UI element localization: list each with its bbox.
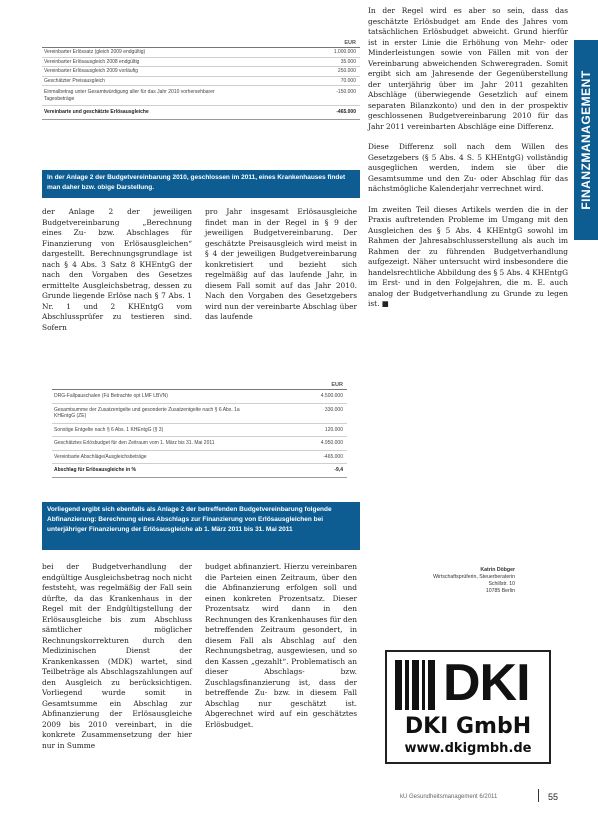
body-paragraph: Diese Differenz soll nach dem Willen des Gesetzgebers (§ 5 Abs. 4 S. 5 KHEntgG) vollständig ausgeglichen werden, indem sie über die Gesamtsumme und den Zu- oder Abschlag für das nächstmögliche Kalenderjahr verrechnet wird. <box>368 142 568 193</box>
section-sidebar <box>574 40 598 240</box>
table-total-row: Vereinbarte und geschätzte Erlösausgleiche -465.000 <box>44 109 356 115</box>
table-row: DRG-Fallpauschalen (Fü Betrachte opt LMF LBVN) 4.500.000 <box>52 390 347 404</box>
body-paragraph: budget abfinanziert. Hierzu vereinbaren die Parteien einen Zeitraum, über den die Abfinanzierung erfolgen soll und einen konkreten Prozentsatz. Dieser Prozentsatz wird dann in den Rechnungen des Krankenhauses für den betreffenden Zeitraum gesondert, in diesem Fall als Abschlag auf den Rechnungsbetrag, ausgewiesen, und so den Kassen „gezahlt“. Problematisch an dieser Abschlags- bzw. Zuschlagsfinanzierung ist, dass der betreffende Zu- bzw. in diesem Fall Abschlag nur geschätzt ist. Abgerechnet wird auf ein geschätztes Erlösbudget. <box>205 562 357 729</box>
dki-logo-text: DKI <box>443 654 530 712</box>
page-number: 55 <box>548 792 559 802</box>
footer-divider <box>538 789 539 802</box>
table-row: Sonstige Entgelte nach § 6 Abs. 1 KHEntgG (§ 3) 120.000 <box>52 424 347 438</box>
table-row: Geschätzter Preisausgleich 70.000 <box>42 77 360 87</box>
dki-advertisement <box>385 650 551 764</box>
text-column-3 <box>368 6 568 310</box>
body-paragraph: pro Jahr insgesamt Erlösausgleiche findet man in der Regel in § 9 der jeweiligen Budgetvereinbarung. Der geschätzte Preisausgleich wird meist in § 4 der jeweiligen Budgetvereinbarung konkretisiert und bezieht sich regelmäßig auf das laufende Jahr, in diesem Fall somit auf das Jahr 2010. Nach den Vorgaben des Gesetzgebers wird nun der vereinbarte Abschlag über das laufende <box>205 207 357 321</box>
table-abschlag <box>52 382 347 478</box>
body-paragraph: der Anlage 2 der jeweiligen Budgetvereinbarung „Berechnung eines Zu- bzw. Abschlages für Finanzierung von Erlösausgleichen“ dargestellt. Berechnungsgrundlage ist nach § 4 Abs. 3 Satz 8 KHEntgG der nach den Vorgaben des Gesetzes ermittelte Ausgleichsbetrag, dessen zu Grunde liegende Erlöse nach § 7 Abs. 1 Nr. 1 und 2 KHEntgG vom Abschlussprüfer zu testieren sind. Sofern <box>42 207 192 332</box>
body-paragraph: bei der Budgetverhandlung der endgültige Ausgleichsbetrag noch nicht feststeht, was regelmäßig der Fall sein dürfte, da das Krankenhaus in der Regel mit der Endgültigstellung der Erlösausgleiche bis zum Abschluss sämtlicher möglicher Rechnungskorrekturen durch den Medizinischen Dienst der Krankenkassen (MDK) wartet, sind Teilbeträge als Abschlagszahlungen auf den Ausgleich zu berücksichtigen. Vorliegend wurde somit in Gesamtsumme ein Abschlag zur Abfinanzierung der Erlösausgleiche 2009 bis 2010 vereinbart, in die konkrete Zusammensetzung der hier nur in Summe <box>42 562 192 750</box>
table-row: Geschätztes Erlösbudget für den Zeitraum vom 1. März bis 31. Mai 2011 4.950.000 <box>52 437 347 451</box>
table-row: Vereinbarter Erlössatz (gleich 2009 endgültig) 1.000.000 <box>42 48 360 58</box>
body-paragraph: Im zweiten Teil dieses Artikels werden die in der Praxis auftretenden Probleme im Umgang mit den Ausgleichen des § 5 Abs. 4 KHEntgG sowohl im Rahmen der Jahresabschlusserstellung als auch im Rahmen der zu führenden Budgetverhandlung aufgezeigt. Näher untersucht wird insbesondere die handelsrechtliche Abbildung des § 5 Abs. 4 KHEntgG im Erst- und in den Folgejahren, die m. E. auch analog der Budgetverhandlung zu Grunde zu legen ist. ■ <box>368 204 568 308</box>
table-caption: In der Anlage 2 der Budgetvereinbarung 2010, geschlossen im 2011, eines Krankenhauses findet man daher bzw. obige Darstellung. <box>42 170 360 198</box>
text-column-2b <box>205 562 357 730</box>
author-city: 10785 Berlin <box>485 588 515 594</box>
author-street: Schillstr. 10 <box>488 581 515 587</box>
dki-logo-icon <box>395 660 435 710</box>
text-column-1 <box>42 207 192 333</box>
text-column-1b <box>42 562 192 751</box>
table-caption: Vorliegend ergibt sich ebenfalls als Anlage 2 der betreffenden Budgetvereinbarung folgende Abfinanzierung: Berechnung eines Abschlags zur Finanzierung von Erlösausgleichen bei unterjähriger Finanzierung der Erlösausgleiche ab 1. März 2011 bis 31. Mai 2011 <box>42 502 360 550</box>
author-block <box>375 567 515 595</box>
table-header-unit: EUR <box>52 382 347 390</box>
author-name: Katrin Döbger <box>480 567 515 573</box>
table-row: Vereinbarter Erlösausgleich 2009 vorläufig 250.000 <box>42 67 360 77</box>
table-total-row: Abschlag für Erlösausgleiche in % -9,4 <box>54 467 343 473</box>
table-row: Einmalbetrag unter Gesamtwürdigung aller für das Jahr 2010 vorhersehbarer Tagesbeträge -150.000 <box>42 86 360 106</box>
section-label: FINANZMANAGEMENT <box>579 70 593 210</box>
text-column-2 <box>205 207 357 323</box>
company-url: www.dkigmbh.de <box>404 741 532 756</box>
table-row: Vereinbarter Erlösausgleich 2008 endgültig 35.000 <box>42 58 360 68</box>
table-erloesausgleiche <box>42 40 360 120</box>
company-name: DKI GmbH <box>404 714 532 739</box>
journal-footer: kU Gesundheitsmanagement 6/2011 <box>400 794 498 800</box>
table-row: Gesamtsumme der Zusatzentgelte und gesonderte Zusatzentgelte nach § 6 Abs. 1a KHEntgG (ZE) 330.000 <box>52 404 347 424</box>
table-row: Vereinbarte Abschläge/Ausgleichsbeträge -465.000 <box>52 451 347 465</box>
table-header-unit: EUR <box>42 40 360 48</box>
body-paragraph: In der Regel wird es aber so sein, dass das geschätzte Erlösbudget am Ende des Jahres vom tatsächlichen Erlösbudget abweicht. Grund hierfür ist in erster Linie die Erhöhung von Mehr- oder Minderleistungen sowie von Fällen mit von der Vereinbarung abweichenden Schweregraden. Somit ergibt sich am Jahresende der Gegenüberstellung der unterjährig über im Jahr 2011 gezahlten Abschläge (überwiegende Gesetzlich auf einem separaten Bilanzkonto) und den in der prospektiv geschlossenen Budgetvereinbarung 2010 für das Jahr 2011 vereinbarten Abschläge eine Differenz. <box>368 6 568 131</box>
author-title: Wirtschaftsprüferin, Steuerberaterin <box>433 574 515 580</box>
